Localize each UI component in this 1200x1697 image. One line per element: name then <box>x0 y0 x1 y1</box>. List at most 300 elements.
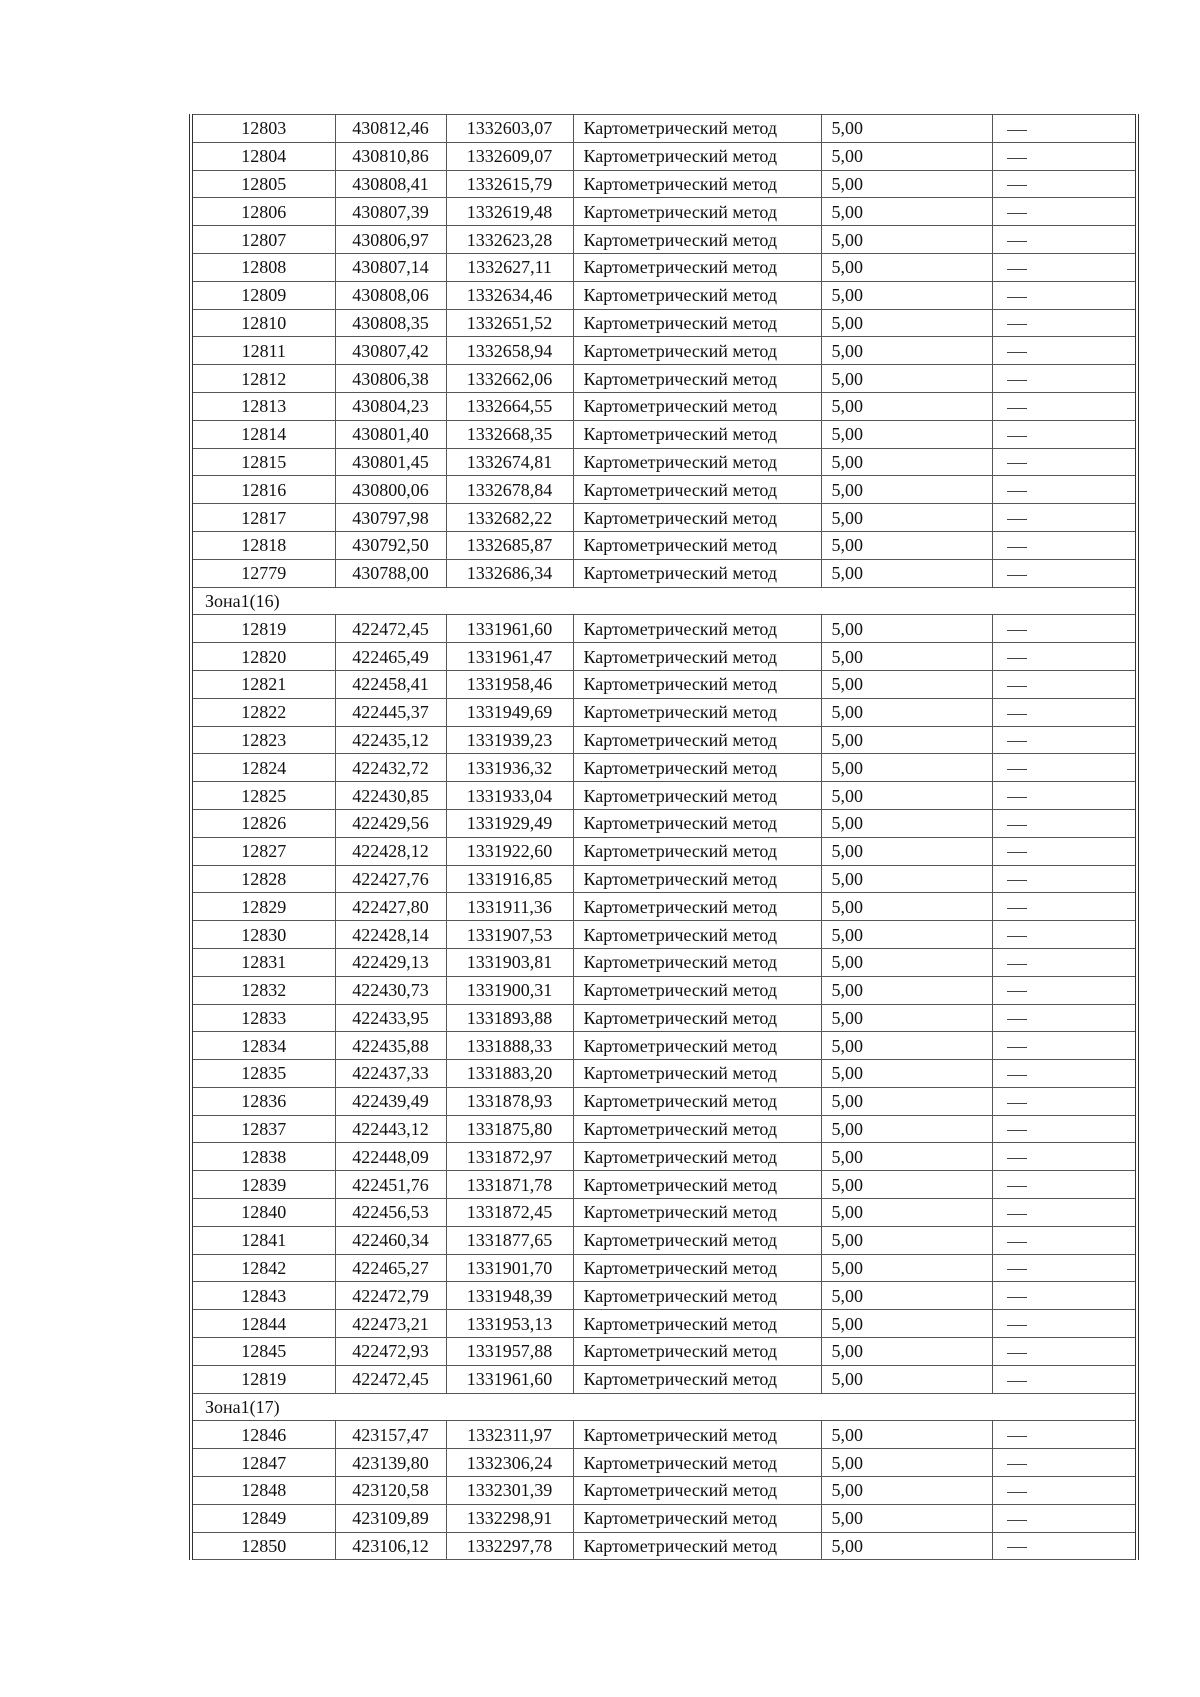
description-cell <box>992 726 1137 754</box>
x-coordinate-cell: 422435,12 <box>335 726 446 754</box>
x-coordinate-cell: 422443,12 <box>335 1115 446 1143</box>
table-row <box>191 253 1137 281</box>
y-coordinate-cell: 1332674,81 <box>446 448 573 476</box>
em-dash-mark <box>1007 908 1027 909</box>
description-cell <box>992 1310 1137 1338</box>
table-row <box>191 643 1137 671</box>
method-cell: Картометрический метод <box>573 865 821 893</box>
point-number-cell: 12827 <box>191 837 335 865</box>
em-dash-mark <box>1007 547 1027 548</box>
y-coordinate-cell: 1331888,33 <box>446 1032 573 1060</box>
em-dash-mark <box>1007 519 1027 520</box>
zone-header-row <box>191 587 1137 615</box>
x-coordinate-cell: 430807,39 <box>335 198 446 226</box>
x-coordinate-cell: 422445,37 <box>335 698 446 726</box>
coordinates-table-body <box>191 115 1137 1560</box>
method-cell: Картометрический метод <box>573 1171 821 1199</box>
description-cell <box>992 337 1137 365</box>
method-cell: Картометрический метод <box>573 226 821 254</box>
table-row <box>191 726 1137 754</box>
table-row <box>191 1477 1137 1505</box>
em-dash-mark <box>1007 1381 1027 1382</box>
method-cell: Картометрический метод <box>573 698 821 726</box>
x-coordinate-cell: 422472,45 <box>335 1365 446 1393</box>
method-cell: Картометрический метод <box>573 976 821 1004</box>
method-cell: Картометрический метод <box>573 893 821 921</box>
y-coordinate-cell: 1331957,88 <box>446 1338 573 1366</box>
x-coordinate-cell: 430804,23 <box>335 392 446 420</box>
table-row <box>191 1226 1137 1254</box>
em-dash-mark <box>1007 408 1027 409</box>
point-number-cell: 12839 <box>191 1171 335 1199</box>
em-dash-mark <box>1007 241 1027 242</box>
table-row <box>191 142 1137 170</box>
y-coordinate-cell: 1331883,20 <box>446 1060 573 1088</box>
description-cell <box>992 198 1137 226</box>
em-dash-mark <box>1007 269 1027 270</box>
accuracy-cell: 5,00 <box>821 670 992 698</box>
accuracy-cell: 5,00 <box>821 531 992 559</box>
x-coordinate-cell: 422465,27 <box>335 1254 446 1282</box>
table-row <box>191 948 1137 976</box>
accuracy-cell: 5,00 <box>821 976 992 1004</box>
accuracy-cell: 5,00 <box>821 115 992 143</box>
y-coordinate-cell: 1331949,69 <box>446 698 573 726</box>
method-cell: Картометрический метод <box>573 309 821 337</box>
table-row <box>191 670 1137 698</box>
description-cell <box>992 1477 1137 1505</box>
em-dash-mark <box>1007 297 1027 298</box>
x-coordinate-cell: 430807,42 <box>335 337 446 365</box>
em-dash-mark <box>1007 825 1027 826</box>
y-coordinate-cell: 1332609,07 <box>446 142 573 170</box>
y-coordinate-cell: 1332668,35 <box>446 420 573 448</box>
y-coordinate-cell: 1332311,97 <box>446 1421 573 1449</box>
x-coordinate-cell: 422428,12 <box>335 837 446 865</box>
description-cell <box>992 1004 1137 1032</box>
em-dash-mark <box>1007 1242 1027 1243</box>
description-cell <box>992 392 1137 420</box>
method-cell: Картометрический метод <box>573 1032 821 1060</box>
y-coordinate-cell: 1332658,94 <box>446 337 573 365</box>
method-cell: Картометрический метод <box>573 253 821 281</box>
description-cell <box>992 1338 1137 1366</box>
accuracy-cell: 5,00 <box>821 837 992 865</box>
accuracy-cell: 5,00 <box>821 170 992 198</box>
y-coordinate-cell: 1331875,80 <box>446 1115 573 1143</box>
em-dash-mark <box>1007 130 1027 131</box>
y-coordinate-cell: 1332603,07 <box>446 115 573 143</box>
accuracy-cell: 5,00 <box>821 142 992 170</box>
method-cell: Картометрический метод <box>573 1004 821 1032</box>
y-coordinate-cell: 1332627,11 <box>446 253 573 281</box>
point-number-cell: 12845 <box>191 1338 335 1366</box>
y-coordinate-cell: 1332686,34 <box>446 559 573 587</box>
point-number-cell: 12833 <box>191 1004 335 1032</box>
point-number-cell: 12844 <box>191 1310 335 1338</box>
accuracy-cell: 5,00 <box>821 1087 992 1115</box>
x-coordinate-cell: 422432,72 <box>335 754 446 782</box>
method-cell: Картометрический метод <box>573 448 821 476</box>
description-cell <box>992 281 1137 309</box>
y-coordinate-cell: 1331872,45 <box>446 1199 573 1227</box>
table-row <box>191 559 1137 587</box>
em-dash-mark <box>1007 936 1027 937</box>
accuracy-cell: 5,00 <box>821 1365 992 1393</box>
x-coordinate-cell: 430808,35 <box>335 309 446 337</box>
method-cell: Картометрический метод <box>573 837 821 865</box>
x-coordinate-cell: 422472,45 <box>335 615 446 643</box>
table-row <box>191 1504 1137 1532</box>
point-number-cell: 12828 <box>191 865 335 893</box>
accuracy-cell: 5,00 <box>821 948 992 976</box>
table-row <box>191 1310 1137 1338</box>
method-cell: Картометрический метод <box>573 921 821 949</box>
point-number-cell: 12825 <box>191 782 335 810</box>
description-cell <box>992 1087 1137 1115</box>
method-cell: Картометрический метод <box>573 726 821 754</box>
em-dash-mark <box>1007 852 1027 853</box>
em-dash-mark <box>1007 491 1027 492</box>
method-cell: Картометрический метод <box>573 1365 821 1393</box>
em-dash-mark <box>1007 1075 1027 1076</box>
y-coordinate-cell: 1332678,84 <box>446 476 573 504</box>
point-number-cell: 12819 <box>191 615 335 643</box>
accuracy-cell: 5,00 <box>821 1226 992 1254</box>
point-number-cell: 12831 <box>191 948 335 976</box>
method-cell: Картометрический метод <box>573 531 821 559</box>
table-row <box>191 809 1137 837</box>
method-cell: Картометрический метод <box>573 281 821 309</box>
y-coordinate-cell: 1331961,60 <box>446 615 573 643</box>
x-coordinate-cell: 422448,09 <box>335 1143 446 1171</box>
x-coordinate-cell: 430808,06 <box>335 281 446 309</box>
table-row <box>191 754 1137 782</box>
method-cell: Картометрический метод <box>573 1532 821 1560</box>
y-coordinate-cell: 1331961,47 <box>446 643 573 671</box>
description-cell <box>992 837 1137 865</box>
em-dash-mark <box>1007 1130 1027 1131</box>
method-cell: Картометрический метод <box>573 198 821 226</box>
table-row <box>191 337 1137 365</box>
table-row <box>191 1449 1137 1477</box>
x-coordinate-cell: 423157,47 <box>335 1421 446 1449</box>
x-coordinate-cell: 422427,76 <box>335 865 446 893</box>
point-number-cell: 12840 <box>191 1199 335 1227</box>
table-row <box>191 531 1137 559</box>
accuracy-cell: 5,00 <box>821 1199 992 1227</box>
method-cell: Картометрический метод <box>573 142 821 170</box>
description-cell <box>992 698 1137 726</box>
point-number-cell: 12817 <box>191 504 335 532</box>
x-coordinate-cell: 430807,14 <box>335 253 446 281</box>
x-coordinate-cell: 422458,41 <box>335 670 446 698</box>
y-coordinate-cell: 1332664,55 <box>446 392 573 420</box>
em-dash-mark <box>1007 575 1027 576</box>
em-dash-mark <box>1007 1019 1027 1020</box>
x-coordinate-cell: 422427,80 <box>335 893 446 921</box>
em-dash-mark <box>1007 880 1027 881</box>
em-dash-mark <box>1007 1325 1027 1326</box>
table-row <box>191 1338 1137 1366</box>
accuracy-cell: 5,00 <box>821 893 992 921</box>
accuracy-cell: 5,00 <box>821 1338 992 1366</box>
x-coordinate-cell: 422428,14 <box>335 921 446 949</box>
accuracy-cell: 5,00 <box>821 476 992 504</box>
y-coordinate-cell: 1331893,88 <box>446 1004 573 1032</box>
table-row <box>191 1171 1137 1199</box>
x-coordinate-cell: 422435,88 <box>335 1032 446 1060</box>
table-row <box>191 392 1137 420</box>
table-row <box>191 170 1137 198</box>
table-row <box>191 1060 1137 1088</box>
point-number-cell: 12811 <box>191 337 335 365</box>
x-coordinate-cell: 422439,49 <box>335 1087 446 1115</box>
method-cell: Картометрический метод <box>573 337 821 365</box>
table-row <box>191 420 1137 448</box>
em-dash-mark <box>1007 797 1027 798</box>
em-dash-mark <box>1007 1158 1027 1159</box>
point-number-cell: 12837 <box>191 1115 335 1143</box>
accuracy-cell: 5,00 <box>821 1143 992 1171</box>
point-number-cell: 12810 <box>191 309 335 337</box>
description-cell <box>992 670 1137 698</box>
point-number-cell: 12834 <box>191 1032 335 1060</box>
y-coordinate-cell: 1331877,65 <box>446 1226 573 1254</box>
table-row <box>191 309 1137 337</box>
point-number-cell: 12841 <box>191 1226 335 1254</box>
table-row <box>191 1143 1137 1171</box>
description-cell <box>992 1254 1137 1282</box>
table-row <box>191 615 1137 643</box>
description-cell <box>992 1143 1137 1171</box>
y-coordinate-cell: 1331936,32 <box>446 754 573 782</box>
em-dash-mark <box>1007 630 1027 631</box>
accuracy-cell: 5,00 <box>821 1004 992 1032</box>
description-cell <box>992 1449 1137 1477</box>
description-cell <box>992 365 1137 393</box>
em-dash-mark <box>1007 185 1027 186</box>
accuracy-cell: 5,00 <box>821 1171 992 1199</box>
method-cell: Картометрический метод <box>573 115 821 143</box>
accuracy-cell: 5,00 <box>821 754 992 782</box>
method-cell: Картометрический метод <box>573 1449 821 1477</box>
point-number-cell: 12821 <box>191 670 335 698</box>
accuracy-cell: 5,00 <box>821 1115 992 1143</box>
point-number-cell: 12823 <box>191 726 335 754</box>
em-dash-mark <box>1007 324 1027 325</box>
accuracy-cell: 5,00 <box>821 865 992 893</box>
accuracy-cell: 5,00 <box>821 1282 992 1310</box>
zone-label: Зона1(16) <box>191 587 1137 615</box>
em-dash-mark <box>1007 658 1027 659</box>
description-cell <box>992 1171 1137 1199</box>
accuracy-cell: 5,00 <box>821 1032 992 1060</box>
y-coordinate-cell: 1332298,91 <box>446 1504 573 1532</box>
accuracy-cell: 5,00 <box>821 392 992 420</box>
x-coordinate-cell: 423106,12 <box>335 1532 446 1560</box>
y-coordinate-cell: 1331878,93 <box>446 1087 573 1115</box>
x-coordinate-cell: 422460,34 <box>335 1226 446 1254</box>
point-number-cell: 12804 <box>191 142 335 170</box>
y-coordinate-cell: 1332662,06 <box>446 365 573 393</box>
y-coordinate-cell: 1331872,97 <box>446 1143 573 1171</box>
table-row <box>191 782 1137 810</box>
point-number-cell: 12779 <box>191 559 335 587</box>
point-number-cell: 12819 <box>191 1365 335 1393</box>
accuracy-cell: 5,00 <box>821 1254 992 1282</box>
accuracy-cell: 5,00 <box>821 309 992 337</box>
description-cell <box>992 226 1137 254</box>
method-cell: Картометрический метод <box>573 1282 821 1310</box>
description-cell <box>992 170 1137 198</box>
accuracy-cell: 5,00 <box>821 226 992 254</box>
description-cell <box>992 865 1137 893</box>
description-cell <box>992 615 1137 643</box>
description-cell <box>992 1365 1137 1393</box>
table-row <box>191 865 1137 893</box>
method-cell: Картометрический метод <box>573 948 821 976</box>
method-cell: Картометрический метод <box>573 754 821 782</box>
method-cell: Картометрический метод <box>573 559 821 587</box>
method-cell: Картометрический метод <box>573 1504 821 1532</box>
x-coordinate-cell: 422465,49 <box>335 643 446 671</box>
method-cell: Картометрический метод <box>573 809 821 837</box>
description-cell <box>992 309 1137 337</box>
accuracy-cell: 5,00 <box>821 1477 992 1505</box>
method-cell: Картометрический метод <box>573 1310 821 1338</box>
accuracy-cell: 5,00 <box>821 198 992 226</box>
table-row <box>191 1254 1137 1282</box>
table-row <box>191 1199 1137 1227</box>
method-cell: Картометрический метод <box>573 1226 821 1254</box>
x-coordinate-cell: 423109,89 <box>335 1504 446 1532</box>
point-number-cell: 12842 <box>191 1254 335 1282</box>
description-cell <box>992 1115 1137 1143</box>
y-coordinate-cell: 1331900,31 <box>446 976 573 1004</box>
em-dash-mark <box>1007 1047 1027 1048</box>
point-number-cell: 12820 <box>191 643 335 671</box>
x-coordinate-cell: 430788,00 <box>335 559 446 587</box>
point-number-cell: 12847 <box>191 1449 335 1477</box>
description-cell <box>992 448 1137 476</box>
accuracy-cell: 5,00 <box>821 643 992 671</box>
accuracy-cell: 5,00 <box>821 281 992 309</box>
accuracy-cell: 5,00 <box>821 448 992 476</box>
table-row <box>191 921 1137 949</box>
description-cell <box>992 754 1137 782</box>
x-coordinate-cell: 430801,40 <box>335 420 446 448</box>
em-dash-mark <box>1007 991 1027 992</box>
table-row <box>191 504 1137 532</box>
em-dash-mark <box>1007 1353 1027 1354</box>
point-number-cell: 12843 <box>191 1282 335 1310</box>
table-row <box>191 365 1137 393</box>
point-number-cell: 12822 <box>191 698 335 726</box>
x-coordinate-cell: 422430,73 <box>335 976 446 1004</box>
point-number-cell: 12829 <box>191 893 335 921</box>
accuracy-cell: 5,00 <box>821 921 992 949</box>
description-cell <box>992 1421 1137 1449</box>
x-coordinate-cell: 422451,76 <box>335 1171 446 1199</box>
method-cell: Картометрический метод <box>573 1199 821 1227</box>
method-cell: Картометрический метод <box>573 1060 821 1088</box>
method-cell: Картометрический метод <box>573 170 821 198</box>
zone-header-row <box>191 1393 1137 1421</box>
y-coordinate-cell: 1331871,78 <box>446 1171 573 1199</box>
table-row <box>191 1032 1137 1060</box>
em-dash-mark <box>1007 213 1027 214</box>
accuracy-cell: 5,00 <box>821 1060 992 1088</box>
point-number-cell: 12816 <box>191 476 335 504</box>
point-number-cell: 12812 <box>191 365 335 393</box>
description-cell <box>992 921 1137 949</box>
y-coordinate-cell: 1331903,81 <box>446 948 573 976</box>
point-number-cell: 12809 <box>191 281 335 309</box>
description-cell <box>992 643 1137 671</box>
accuracy-cell: 5,00 <box>821 1504 992 1532</box>
accuracy-cell: 5,00 <box>821 1532 992 1560</box>
point-number-cell: 12805 <box>191 170 335 198</box>
method-cell: Картометрический метод <box>573 392 821 420</box>
x-coordinate-cell: 430806,38 <box>335 365 446 393</box>
em-dash-mark <box>1007 436 1027 437</box>
point-number-cell: 12818 <box>191 531 335 559</box>
accuracy-cell: 5,00 <box>821 698 992 726</box>
em-dash-mark <box>1007 1214 1027 1215</box>
x-coordinate-cell: 422433,95 <box>335 1004 446 1032</box>
point-number-cell: 12806 <box>191 198 335 226</box>
y-coordinate-cell: 1332306,24 <box>446 1449 573 1477</box>
table-row <box>191 1282 1137 1310</box>
x-coordinate-cell: 430806,97 <box>335 226 446 254</box>
table-row <box>191 448 1137 476</box>
em-dash-mark <box>1007 1547 1027 1548</box>
method-cell: Картометрический метод <box>573 670 821 698</box>
x-coordinate-cell: 422472,93 <box>335 1338 446 1366</box>
y-coordinate-cell: 1331911,36 <box>446 893 573 921</box>
description-cell <box>992 1532 1137 1560</box>
x-coordinate-cell: 430808,41 <box>335 170 446 198</box>
method-cell: Картометрический метод <box>573 782 821 810</box>
em-dash-mark <box>1007 1492 1027 1493</box>
point-number-cell: 12835 <box>191 1060 335 1088</box>
method-cell: Картометрический метод <box>573 1421 821 1449</box>
y-coordinate-cell: 1331922,60 <box>446 837 573 865</box>
table-row <box>191 837 1137 865</box>
description-cell <box>992 253 1137 281</box>
y-coordinate-cell: 1331901,70 <box>446 1254 573 1282</box>
point-number-cell: 12814 <box>191 420 335 448</box>
y-coordinate-cell: 1331961,60 <box>446 1365 573 1393</box>
em-dash-mark <box>1007 352 1027 353</box>
y-coordinate-cell: 1331907,53 <box>446 921 573 949</box>
description-cell <box>992 1060 1137 1088</box>
x-coordinate-cell: 430797,98 <box>335 504 446 532</box>
x-coordinate-cell: 422472,79 <box>335 1282 446 1310</box>
y-coordinate-cell: 1332651,52 <box>446 309 573 337</box>
method-cell: Картометрический метод <box>573 615 821 643</box>
y-coordinate-cell: 1332634,46 <box>446 281 573 309</box>
y-coordinate-cell: 1331929,49 <box>446 809 573 837</box>
em-dash-mark <box>1007 1436 1027 1437</box>
description-cell <box>992 504 1137 532</box>
point-number-cell: 12836 <box>191 1087 335 1115</box>
point-number-cell: 12824 <box>191 754 335 782</box>
accuracy-cell: 5,00 <box>821 782 992 810</box>
method-cell: Картометрический метод <box>573 643 821 671</box>
table-row <box>191 698 1137 726</box>
